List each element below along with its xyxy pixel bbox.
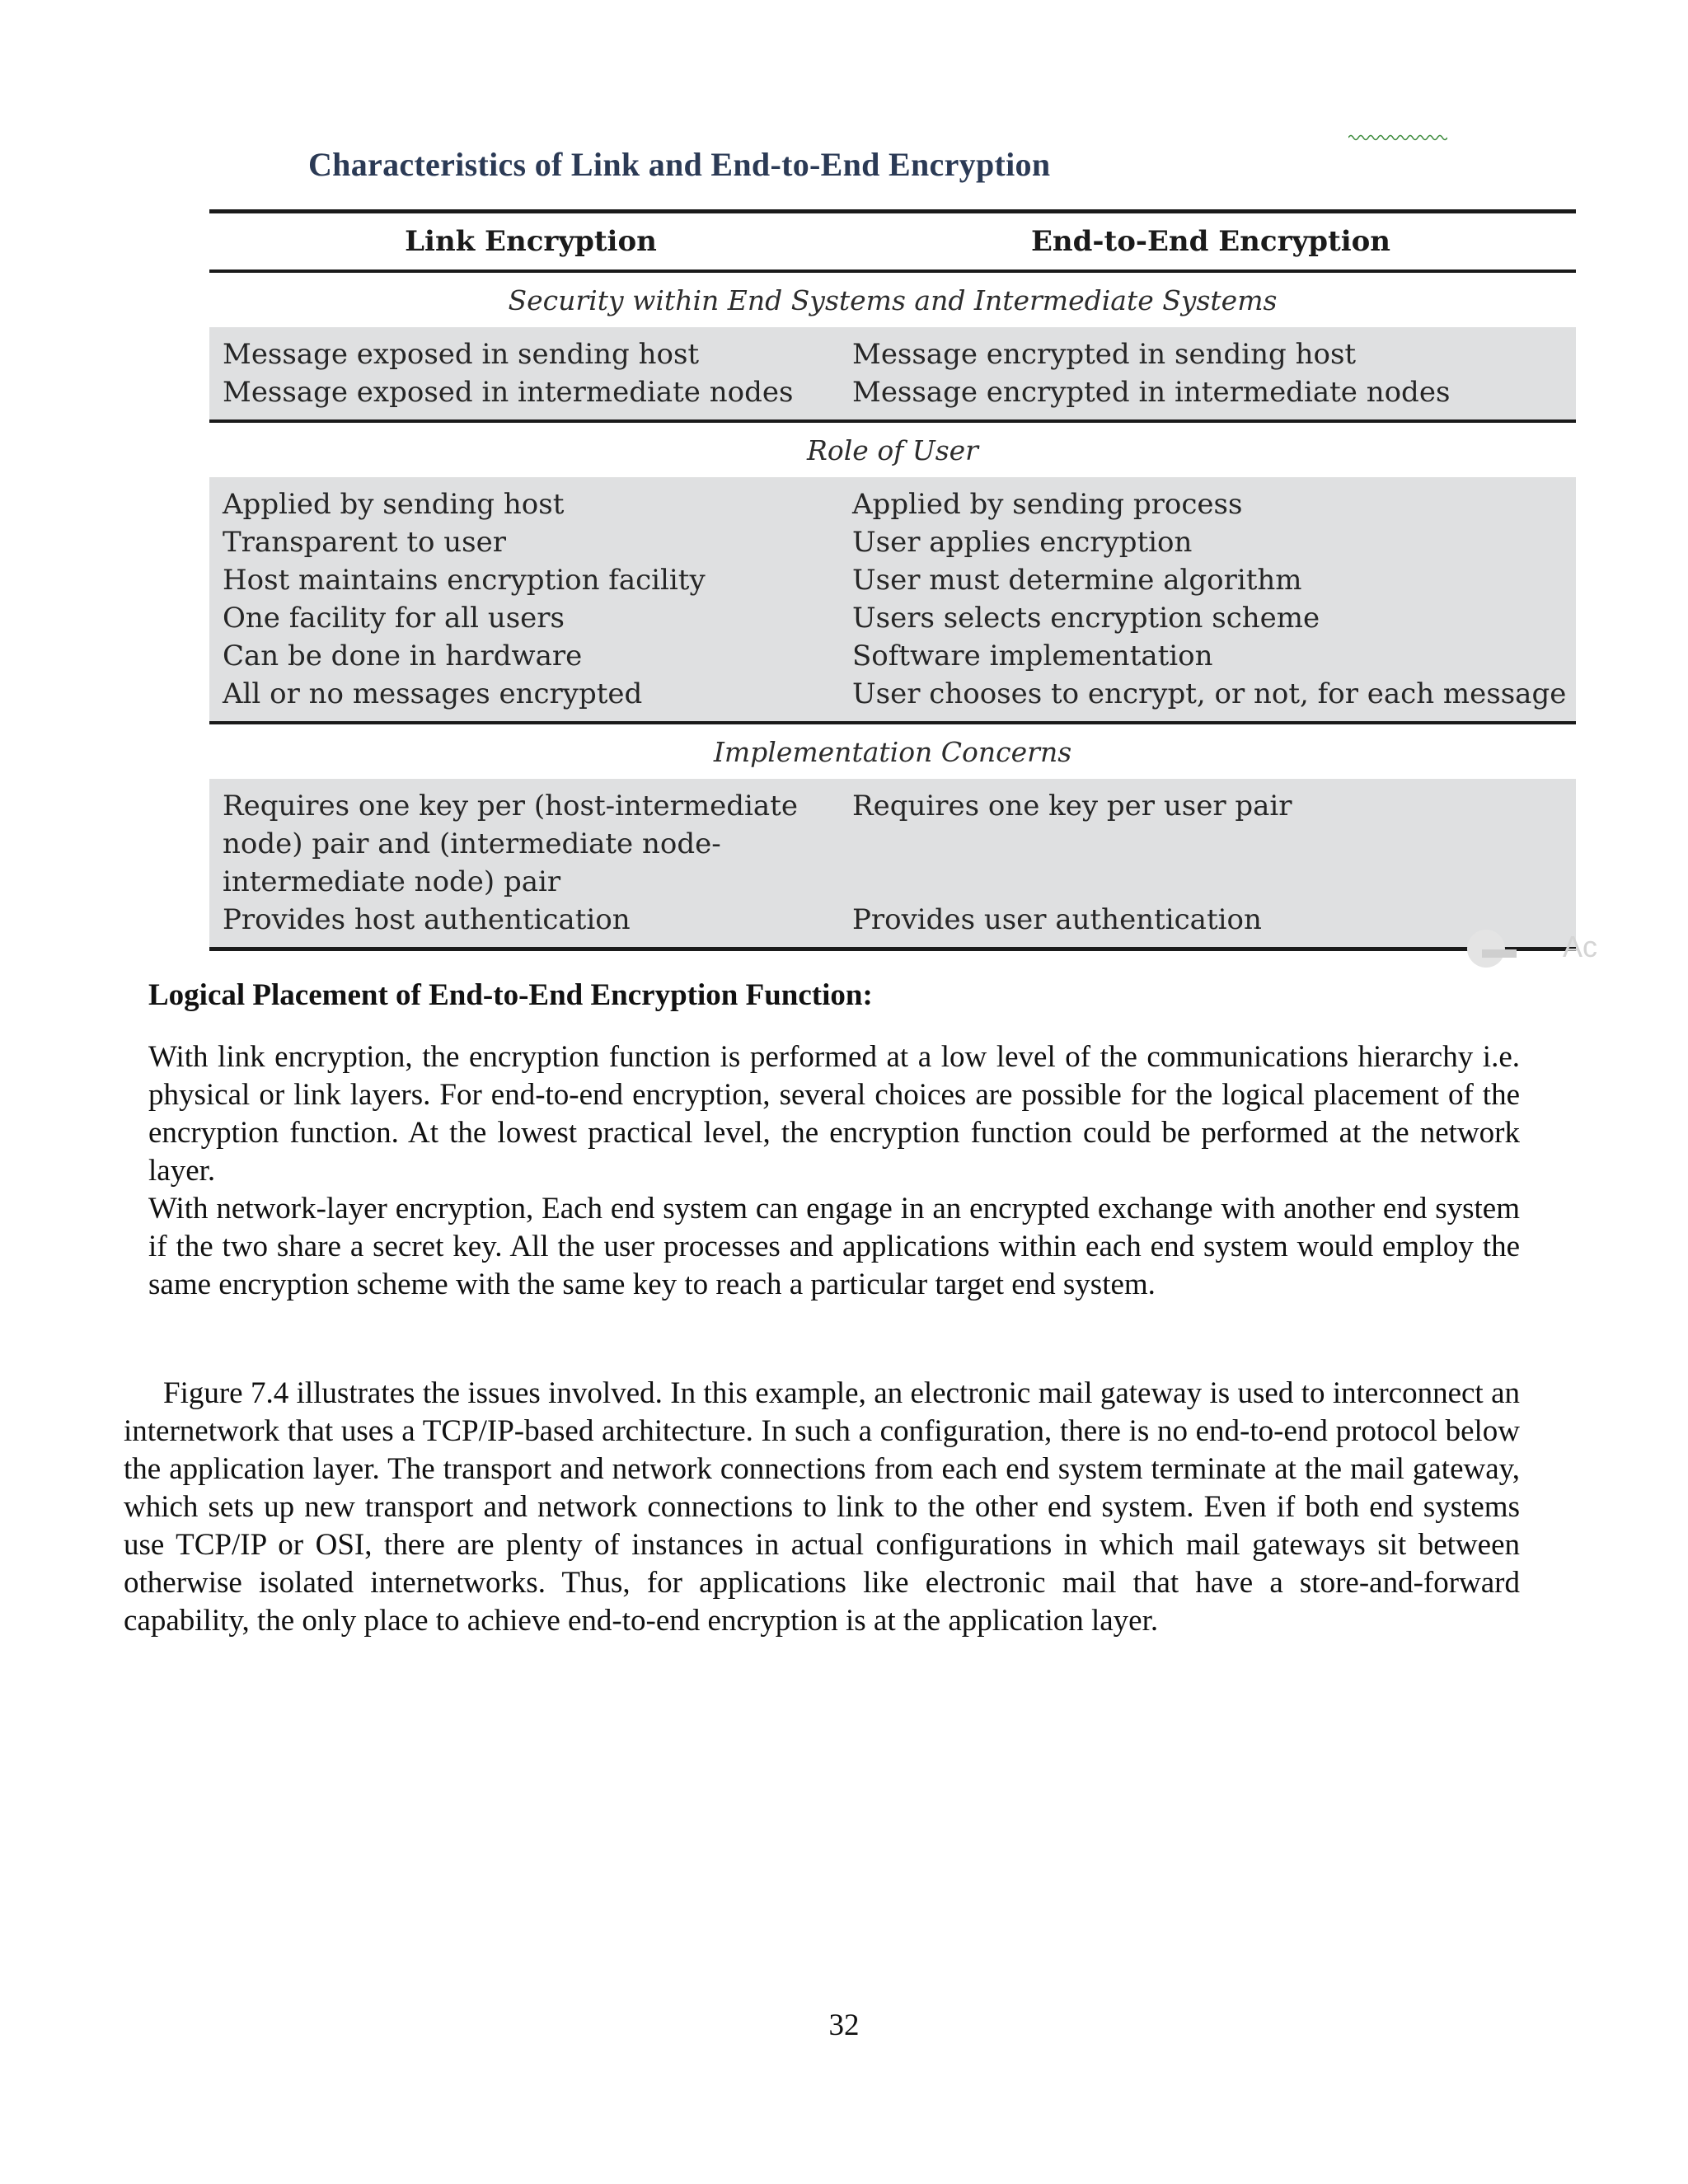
link-column (209, 787, 852, 939)
header-link-encryption: Link Encryption (405, 225, 657, 258)
table-cell: Users selects encryption scheme (852, 602, 1320, 635)
watermark-bar (1482, 949, 1517, 958)
table-cell: User must determine algorithm (852, 564, 1302, 597)
table-cell: Host maintains encryption facility (223, 564, 706, 597)
section-body-security (209, 327, 1576, 419)
table-cell: Applied by sending process (852, 488, 1243, 521)
table-header-row (209, 213, 1576, 269)
paragraph: With link encryption, the encryption function is performed at a low level of the communications hierarchy i.e. physical or link layers. For end-to-end encryption, several choices are possible for the logical placement of the encryption function. At the lowest practical level, the encryption function could be performed at the network layer. (148, 1040, 1520, 1188)
table-title: Characteristics of Link and End-to-End Encryption (308, 146, 1051, 183)
table-cell: Message exposed in sending host (223, 338, 700, 371)
table-cell: Software implementation (852, 640, 1213, 673)
table-cell: node) pair and (intermediate node- (223, 827, 721, 860)
paragraph: With network-layer encryption, Each end system can engage in an encrypted exchange with another end system if the two share a secret key. All the user processes and applications within each end system would employ the same encryption scheme with the same key to reach a particular target end system. (148, 1192, 1520, 1301)
link-column (209, 485, 852, 713)
watermark-logo-icon (1467, 930, 1505, 968)
section-heading: Logical Placement of End-to-End Encryption Function: (148, 978, 873, 1012)
table-cell: Requires one key per user pair (852, 790, 1292, 823)
table-cell: Requires one key per (host-intermediate (223, 790, 798, 823)
table-cell: User applies encryption (852, 526, 1193, 559)
section-body-implementation (209, 779, 1576, 947)
table-cell: Applied by sending host (223, 488, 565, 521)
watermark-text: Ac (1563, 930, 1598, 963)
table-cell: Provides user authentication (852, 903, 1262, 936)
table-cell: Message encrypted in intermediate nodes (852, 376, 1451, 409)
page-number: 32 (828, 2008, 860, 2042)
watermark (1467, 930, 1599, 971)
table-cell: All or no messages encrypted (223, 677, 643, 710)
section-title-role-of-user: Role of User (807, 434, 978, 466)
end-to-end-column (852, 787, 1576, 939)
table-cell: Transparent to user (223, 526, 506, 559)
table-bottom-rule (209, 947, 1576, 951)
section-title-security: Security within End Systems and Intermediate Systems (508, 284, 1278, 316)
table-cell: Message exposed in intermediate nodes (223, 376, 794, 409)
table-cell: Can be done in hardware (223, 640, 583, 673)
table-cell: Provides host authentication (223, 903, 631, 936)
table-cell: One facility for all users (223, 602, 565, 635)
comparison-table (209, 209, 1576, 951)
paragraph: Figure 7.4 illustrates the issues involved. In this example, an electronic mail gateway is used to interconnect an internetwork that uses a TCP/IP-based architecture. In such a configuration, there is no end-to-end protocol below the application layer. The transport and network connections from each end system terminate at the mail gateway, which sets up new transport and network connections to link to the other end system. Even if both end systems use TCP/IP or OSI, there are plenty of instances in actual configurations in which mail gateways sit between otherwise isolated internetworks. Thus, for applications like electronic mail that have a store-and-forward capability, the only place to achieve end-to-end encryption is at the application layer. (124, 1376, 1520, 1638)
table-cell: Message encrypted in sending host (852, 338, 1357, 371)
squiggle-mark (1348, 134, 1447, 142)
end-to-end-column (852, 485, 1576, 713)
cell-spacer (852, 825, 1576, 901)
section-body-role-of-user (209, 477, 1576, 721)
end-to-end-column (852, 335, 1576, 411)
scan-marks (1348, 130, 1530, 147)
table-cell: User chooses to encrypt, or not, for each message (852, 677, 1567, 710)
table-cell: intermediate node) pair (223, 865, 561, 898)
header-end-to-end-encryption: End-to-End Encryption (1030, 225, 1391, 258)
section-title-implementation: Implementation Concerns (713, 735, 1072, 768)
link-column (209, 335, 852, 411)
